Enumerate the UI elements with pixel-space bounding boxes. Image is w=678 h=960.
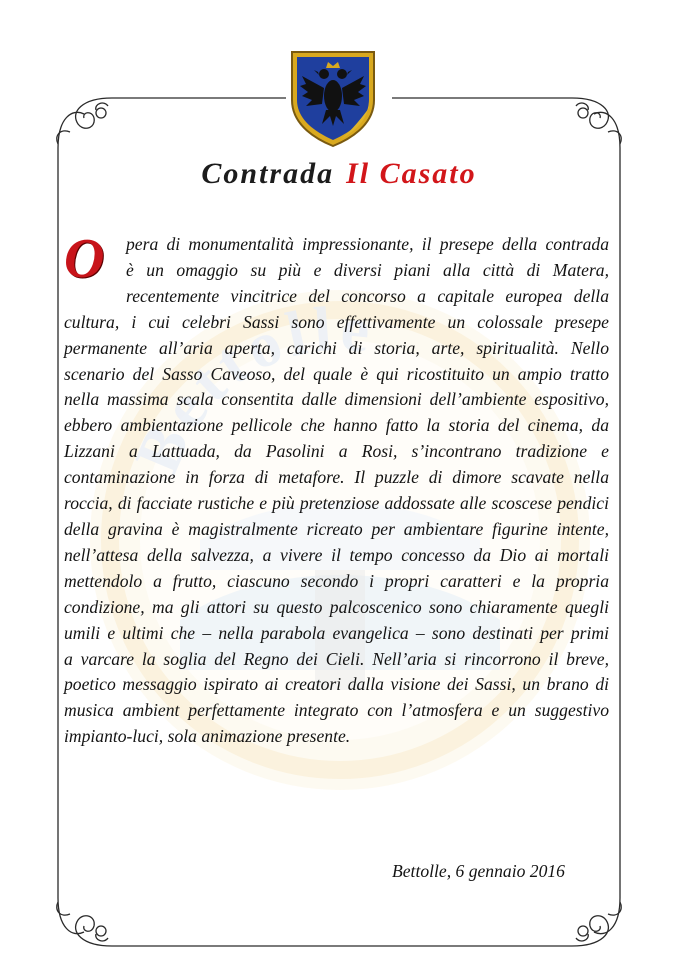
text-line: è un omaggio su più e diversi piani alla città di Matera, [126, 259, 609, 280]
text-line: condizione, ma gli attori su questo palcoscenico sono chiaramente quegli [64, 596, 609, 617]
text-line: musica ambient perfettamente integrato con l’atmosfera e un suggestivo [64, 700, 609, 721]
text-line: umili e ultimi che – nella parabola evangelica – sono destinati per primi [64, 622, 609, 643]
signature-date: Bettolle, 6 gennaio 2016 [392, 861, 565, 881]
text-line: scenario del Sasso Caveoso, del quale è qui ricostituito un ampio tratto [64, 363, 609, 384]
text-line: della gravina è magistralmente ricreato per ambientare figurine intente, [64, 518, 609, 539]
text-line: poetico messaggio ispirato ai creatori dalla visione dei Sassi, un brano di [64, 674, 609, 695]
text-line: a varcare la soglia del Regno dei Cieli. Nell’aria si rincorrono il breve, [64, 648, 609, 669]
text-line: recentemente vincitrice del concorso a capitale europea della [126, 285, 609, 306]
title-contrada: Contrada [201, 157, 335, 190]
text-line: permanente all’aria aperta, carichi di storia, arte, spiritualità. Nello [64, 337, 609, 358]
text-line: ebbero ambientazione pellicole che hanno fatto la storia del cinema, da [64, 415, 609, 436]
text-line: roccia, di facciate rustiche e più pretenziose addossate alle scoscese pendici [64, 493, 609, 514]
watermark-text: Bettolle [121, 292, 379, 483]
title-name: Il Casato [346, 157, 477, 190]
body-paragraph [64, 228, 609, 750]
text-line: nell’attesa della salvezza, a vivere il tempo concesso da Dio ai mortali [64, 544, 609, 565]
drop-cap: O [64, 228, 105, 290]
double-headed-eagle-crest-icon [288, 48, 378, 148]
text-line: Lizzani a Lattuada, da Pasolini a Rosi, s’incontrano tradizione e [64, 441, 609, 462]
page-title [0, 157, 678, 191]
text-line: nella massima scala consentita dalle dimensioni dell’ambiente espositivo, [64, 389, 609, 410]
text-line: mettendolo a frutto, ciascuno secondo i propri caratteri e la propria [64, 570, 609, 591]
text-line: contaminazione in forza di metafore. Il puzzle di dimore scavate nella [64, 467, 609, 488]
text-line: cultura, i cui celebri Sassi sono effettivamente un colossale presepe [64, 311, 609, 332]
text-line: pera di monumentalità impressionante, il presepe della contrada [126, 234, 609, 254]
text-line: impianto-luci, sola animazione presente. [64, 726, 351, 747]
